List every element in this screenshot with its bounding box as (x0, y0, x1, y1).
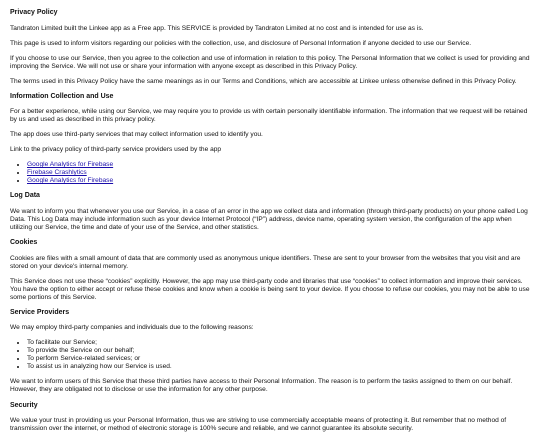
intro-paragraph: This page is used to inform visitors regarding our policies with the collection, use, and disclosure of Personal Information if anyone decided to use our Service. (10, 39, 472, 47)
reasons-list (10, 339, 530, 371)
intro-paragraph: The terms used in this Privacy Policy have the same meanings as in our Terms and Conditions, which are accessible at Linkee unless otherwise defined in this Privacy Policy. (10, 77, 517, 85)
third-party-privacy-link[interactable]: Firebase Crashlytics (27, 169, 87, 177)
info-collection-paragraph: For a better experience, while using our Service, we may require you to provide us with certain personally identifiable information. The information that we request will be retained by us and used as described in this privacy policy. (10, 108, 528, 124)
info-collection-paragraph: Link to the privacy policy of third-party service providers used by the app (10, 146, 222, 154)
third-party-privacy-link[interactable]: Google Analytics for Firebase (27, 177, 114, 185)
service-providers-paragraph: We may employ third-party companies and individuals due to the following reasons: (10, 324, 254, 332)
log-data-paragraph: We want to inform you that whenever you use our Service, in a case of an error in the app we collect data and information (through third-party products) on your phone called Log Data. This Log Data may include information such as your device Internet Protocol (“IP”) address, device name, operating system version, the configuration of the app when utilizing our Service, the time and date of your use of the Service, and other statistics. (10, 207, 528, 232)
list-item: • To facilitate our Service; (27, 339, 530, 347)
section-heading-security: Security (10, 401, 38, 409)
page-title: Privacy Policy (10, 9, 58, 16)
list-item (27, 169, 530, 177)
third-party-privacy-link[interactable]: Google Analytics for Firebase (27, 161, 114, 169)
cookies-paragraph: Cookies are files with a small amount of data that are commonly used as anonymous unique identifiers. These are sent to your browser from the websites that you visit and are stored on your device's internal memory. (10, 254, 521, 270)
section-heading-cookies: Cookies (10, 239, 38, 247)
intro-paragraph: Tandraton Limited built the Linkee app as a Free app. This SERVICE is provided by Tandraton Limited at no cost and is intended for use as is. (10, 24, 424, 32)
list-item: • To assist us in analyzing how our Service is used. (27, 363, 530, 371)
list-item: • To perform Service-related services; or (27, 355, 530, 363)
third-party-links-list (10, 161, 530, 185)
section-heading-service-providers: Service Providers (10, 308, 70, 316)
section-heading-log-data: Log Data (10, 192, 40, 200)
info-collection-paragraph: The app does use third-party services that may collect information used to identify you. (10, 131, 263, 139)
list-item (27, 177, 530, 185)
section-heading-information-collection: Information Collection and Use (10, 92, 114, 100)
service-providers-paragraph: We want to inform users of this Service that these third parties have access to their Personal Information. The reason is to perform the tasks assigned to them on our behalf. However, they are obligated not to disclose or use the information for any other purpose. (10, 378, 513, 394)
list-item (27, 161, 530, 169)
cookies-paragraph: This Service does not use these “cookies” explicitly. However, the app may use third-party code and libraries that use “cookies” to collect information and improve their services. You have the option to either accept or refuse these cookies and know when a cookie is being sent to your device. If you choose to refuse our cookies, you may not be able to use some portions of this Service. (10, 277, 530, 301)
security-paragraph: We value your trust in providing us your Personal Information, thus we are striving to use commercially acceptable means of protecting it. But remember that no method of transmission over the internet, or method of electronic storage is 100% secure and reliable, and we cannot guarantee its absolute security. (10, 417, 507, 433)
list-item: • To provide the Service on our behalf; (27, 347, 530, 355)
intro-paragraph: If you choose to use our Service, then you agree to the collection and use of information in relation to this policy. The Personal Information that we collect is used for providing and improving the Service. We will not use or share your information with anyone except as described in this Privacy Policy. (10, 54, 530, 70)
